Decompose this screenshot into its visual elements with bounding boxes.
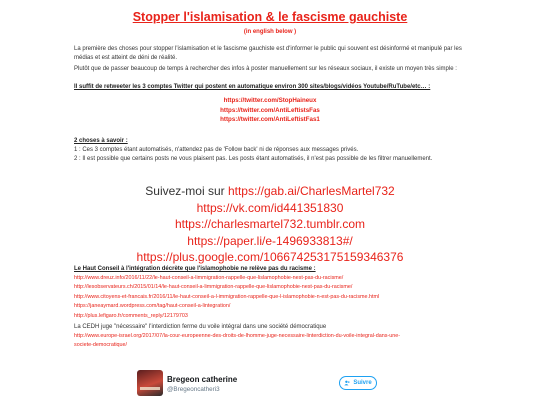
intro-paragraph-2: Plutôt que de passer beaucoup de temps à rechercher des infos à poster manuellement sur les réseaux sociaux, il existe un moyen très simple :	[74, 66, 457, 72]
follow-block	[0, 183, 540, 266]
twitter-link-antileftistfas1[interactable]: https://twitter.com/AntiLeftistFas1	[220, 116, 320, 124]
twitter-user-handle[interactable]: @Bregeoncatheri3	[167, 386, 220, 393]
cedh-link-line-1[interactable]: http://www.europe-israel.org/2017/07/la-cour-europeenne-des-droits-de-lhomme-juge-necessaire-linterdiction-du-voile-integral-dans-une-	[74, 333, 400, 339]
english-link[interactable]: (in english below )	[243, 29, 297, 35]
twitter-link-antileftistsfas[interactable]: https://twitter.com/AntiLeftistsFas	[220, 106, 320, 114]
lesobservateurs-link[interactable]: http://lesobservateurs.ch/2015/01/14/le-haut-conseil-a-limmigration-rappelle-que-lislamophobie-nest-pas-du-racisme/	[74, 284, 353, 291]
intro-instruction: Il suffit de retweeter les 3 comptes Twitter qui postent en automatique environ 300 sites/blogs/vidéos Youtube/RuTube/etc… :	[74, 84, 431, 90]
twitter-card	[137, 370, 377, 402]
add-user-icon	[344, 380, 350, 386]
tumblr-link[interactable]: https://charlesmartel732.tumblr.com	[174, 217, 366, 232]
google-plus-link[interactable]: https://plus.google.com/106674253175159346376	[136, 250, 404, 265]
note-1: 1 : Ces 3 comptes étant automatisés, n'attendez pas de 'Follow back' ni de réponses aux messages privés.	[74, 147, 359, 153]
intro-paragraph-1: La première des choses pour stopper l'islamisation et le fascisme gauchiste est d'informer le public qui souvent est désinformé et manipulé par les médias et est atteint de déni de réalité.	[74, 46, 462, 61]
vk-link[interactable]: https://vk.com/id441351830	[196, 200, 344, 215]
page-title[interactable]: Stopper l'islamisation & le fascisme gauchiste	[132, 10, 408, 24]
notes-heading: 2 choses à savoir :	[74, 138, 128, 144]
avatar[interactable]	[137, 370, 163, 396]
haut-conseil-heading: Le Haut Conseil à l'intégration décrète que l'islamophobie ne relève pas du racisme :	[74, 266, 316, 272]
dreuz-link[interactable]: http://www.dreuz.info/2016/11/22/le-haut-conseil-a-limmigration-rappelle-que-lislamophobie-nest-pas-du-racisme/	[74, 275, 344, 281]
gab-link[interactable]: https://gab.ai/CharlesMartel732	[227, 184, 395, 198]
note-2: 2 : Il est possible que certains posts ne vous plaisent pas. Les posts étant automatisés, il n'est pas possible de les filtrer manuellement.	[74, 156, 433, 162]
follow-label: Suivre	[353, 380, 372, 386]
citoyens-link[interactable]: http://www.citoyens-et-francais.fr/2016/11/le-haut-conseil-a-l-immigration-rappelle-que-l-islamophobie-n-est-pas-du-racisme.html	[74, 293, 380, 300]
haut-conseil-links	[74, 274, 474, 321]
follow-button[interactable]	[339, 376, 377, 390]
cedh-text: La CEDH juge "nécessaire" l'interdiction ferme du voile intégral dans une société démocratique	[74, 324, 327, 330]
cedh-link[interactable]	[74, 332, 474, 351]
twitter-links	[0, 96, 540, 125]
follow-prefix: Suivez-moi sur	[145, 184, 228, 198]
janeaymard-link[interactable]: https://janeaymard.wordpress.com/tag/haut-conseil-a-lintegration/	[74, 303, 231, 310]
cedh-link-line-2[interactable]: societe-democratique/	[74, 342, 128, 349]
lefigaro-link[interactable]: http://plus.lefigaro.fr/comments_reply/12179703	[74, 312, 188, 319]
paper-li-link[interactable]: https://paper.li/e-1496933813#/	[187, 233, 353, 248]
twitter-link-stophaineux[interactable]: https://twitter.com/StopHaineux	[223, 97, 317, 104]
twitter-user-name[interactable]: Bregeon catherine	[167, 375, 238, 384]
